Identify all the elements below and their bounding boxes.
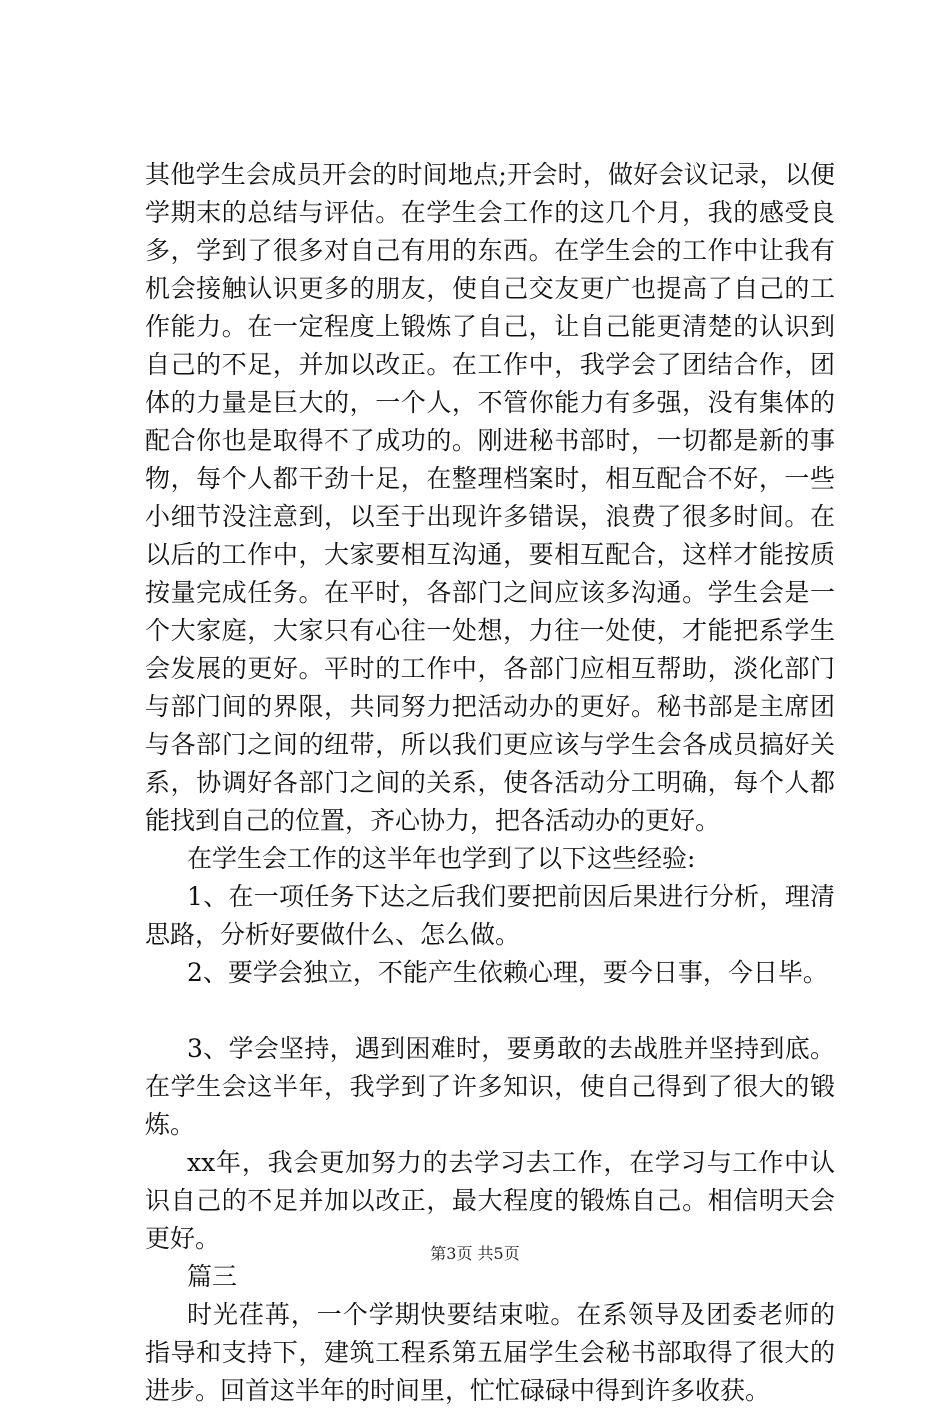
paragraph-section-three: 时光荏苒，一个学期快要结束啦。在系领导及团委老师的指导和支持下，建筑工程系第五届学生会秘书部取得了很大的进步。回首这半年的时间里，忙忙碌碌中得到许多收获。 xyxy=(145,1300,835,1405)
paragraph-item-3: 3、学会坚持，遇到困难时，要勇敢的去战胜并坚持到底。在学生会这半年，我学到了许多知识，使自己得到了很大的锻炼。 xyxy=(145,1034,835,1139)
paragraph-continued: 其他学生会成员开会的时间地点;开会时，做好会议记录，以便学期末的总结与评估。在学生会工作的这几个月，我的感受良多，学到了很多对自己有用的东西。在学生会的工作中让我有机会接触认识更多的朋友，使自己交友更广也提高了自己的工作能力。在一定程度上锻炼了自己，让自己能更清楚的认识到自己的不足，并加以改正。在工作中，我学会了团结合作，团体的力量是巨大的，一个人，不管你能力有多强，没有集体的配合你也是取得不了成功的。刚进秘书部时，一切都是新的事物，每个人都干劲十足，在整理档案时，相互配合不好，一些小细节没注意到，以至于出现许多错误，浪费了很多时间。在以后的工作中，大家要相互沟通，要相互配合，这样才能按质按量完成任务。在平时，各部门之间应该多沟通。学生会是一个大家庭，大家只有心往一处想，力往一处使，才能把系学生会发展的更好。平时的工作中，各部门应相互帮助，淡化部门与部门间的界限，共同努力把活动办的更好。秘书部是主席团与各部门之间的纽带，所以我们更应该与学生会各成员搞好关系，协调好各部门之间的关系，使各活动分工明确，每个人都能找到自己的位置，齐心协力，把各活动办的更好。 xyxy=(145,160,835,835)
paragraph-item-1: 1、在一项任务下达之后我们要把前因后果进行分析，理清思路，分析好要做什么、怎么做。 xyxy=(145,882,835,949)
section-heading: 篇三 xyxy=(187,1262,238,1291)
paragraph-next-year: xx年，我会更加努力的去学习去工作，在学习与工作中认识自己的不足并加以改正，最大程度的锻炼自己。相信明天会更好。 xyxy=(145,1148,835,1253)
paragraph-experience-intro: 在学生会工作的这半年也学到了以下这些经验: xyxy=(187,844,696,873)
page-number-footer: 第3页 共5页 xyxy=(430,1244,520,1263)
paragraph-item-2: 2、要学会独立，不能产生依赖心理，要今日事，今日毕。 xyxy=(187,958,828,987)
document-body xyxy=(145,156,835,1410)
blank-line xyxy=(145,992,835,1030)
